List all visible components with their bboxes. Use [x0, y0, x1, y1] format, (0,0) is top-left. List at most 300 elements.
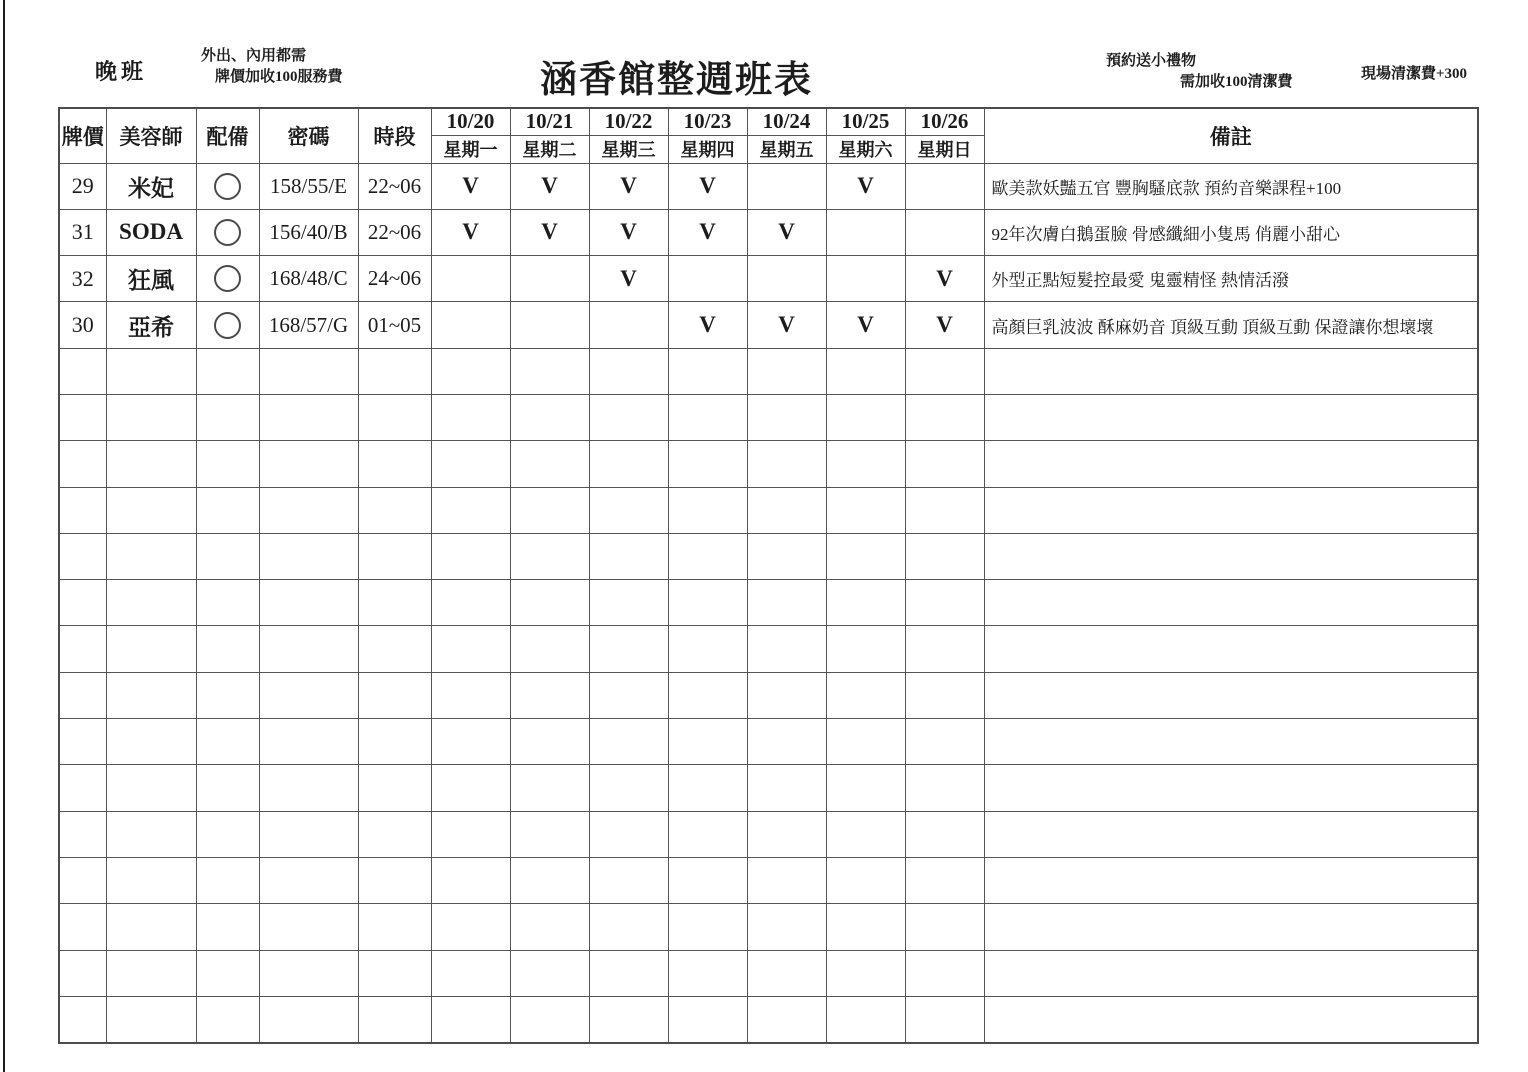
name-cell: SODA — [106, 209, 196, 255]
check-mark-cell: V — [747, 302, 826, 348]
empty-row — [59, 765, 1478, 811]
equipment-cell — [196, 441, 259, 487]
time-cell — [358, 348, 431, 394]
code-cell — [259, 904, 358, 950]
empty-row — [59, 996, 1478, 1042]
schedule-cell — [589, 904, 668, 950]
code-cell — [259, 487, 358, 533]
header-date-fri: 10/24 — [747, 108, 826, 135]
schedule-cell — [826, 811, 905, 857]
schedule-cell — [747, 533, 826, 579]
price-cell: 32 — [59, 256, 106, 302]
check-mark-cell: V — [668, 163, 747, 209]
time-cell: 01~05 — [358, 302, 431, 348]
header-time: 時段 — [358, 108, 431, 163]
schedule-cell — [826, 256, 905, 302]
schedule-cell — [668, 719, 747, 765]
schedule-cell — [747, 672, 826, 718]
schedule-cell — [668, 996, 747, 1042]
check-mark-cell: V — [510, 209, 589, 255]
price-cell — [59, 857, 106, 903]
check-mark-cell: V — [589, 209, 668, 255]
header-weekday-fri: 星期五 — [747, 135, 826, 163]
price-cell — [59, 580, 106, 626]
schedule-cell — [747, 487, 826, 533]
equipment-cell — [196, 811, 259, 857]
code-cell — [259, 441, 358, 487]
name-cell — [106, 672, 196, 718]
schedule-cell — [905, 672, 984, 718]
time-cell — [358, 765, 431, 811]
schedule-cell — [826, 533, 905, 579]
code-cell — [259, 719, 358, 765]
name-cell — [106, 487, 196, 533]
schedule-cell — [510, 719, 589, 765]
name-cell: 亞希 — [106, 302, 196, 348]
remark-cell — [984, 765, 1478, 811]
schedule-cell — [905, 950, 984, 996]
price-cell — [59, 672, 106, 718]
code-cell: 158/55/E — [259, 163, 358, 209]
schedule-cell — [431, 719, 510, 765]
remark-cell: 92年次膚白鵝蛋臉 骨感纖細小隻馬 俏麗小甜心 — [984, 209, 1478, 255]
time-cell — [358, 626, 431, 672]
schedule-cell — [826, 996, 905, 1042]
time-cell — [358, 533, 431, 579]
name-cell — [106, 441, 196, 487]
name-cell — [106, 765, 196, 811]
equipment-cell — [196, 394, 259, 440]
empty-row — [59, 672, 1478, 718]
schedule-cell — [431, 811, 510, 857]
equipment-cell — [196, 302, 259, 348]
empty-row — [59, 719, 1478, 765]
schedule-cell — [668, 765, 747, 811]
code-cell — [259, 857, 358, 903]
table-row — [59, 209, 1478, 255]
schedule-cell — [826, 765, 905, 811]
name-cell: 米妃 — [106, 163, 196, 209]
schedule-cell — [747, 441, 826, 487]
schedule-cell — [905, 163, 984, 209]
time-cell — [358, 857, 431, 903]
schedule-cell — [668, 533, 747, 579]
equipment-circle-icon — [214, 173, 241, 200]
surcharge-note-left-line2: 牌價加收100服務費 — [215, 69, 343, 85]
header-date-wed: 10/22 — [589, 108, 668, 135]
price-cell — [59, 487, 106, 533]
header-code: 密碼 — [259, 108, 358, 163]
schedule-cell — [905, 533, 984, 579]
schedule-cell — [668, 441, 747, 487]
time-cell — [358, 487, 431, 533]
code-cell: 168/57/G — [259, 302, 358, 348]
schedule-cell — [589, 302, 668, 348]
schedule-cell — [668, 857, 747, 903]
equipment-cell — [196, 904, 259, 950]
remark-cell — [984, 719, 1478, 765]
code-cell — [259, 533, 358, 579]
schedule-cell — [431, 487, 510, 533]
schedule-cell — [668, 950, 747, 996]
schedule-cell — [905, 209, 984, 255]
name-cell — [106, 348, 196, 394]
schedule-cell — [510, 857, 589, 903]
schedule-cell — [826, 672, 905, 718]
code-cell: 168/48/C — [259, 256, 358, 302]
schedule-cell — [905, 904, 984, 950]
price-cell — [59, 533, 106, 579]
schedule-cell — [826, 719, 905, 765]
equipment-cell — [196, 765, 259, 811]
time-cell — [358, 580, 431, 626]
schedule-cell — [589, 394, 668, 440]
empty-row — [59, 348, 1478, 394]
schedule-table — [58, 107, 1479, 1044]
name-cell — [106, 996, 196, 1042]
header-weekday-mon: 星期一 — [431, 135, 510, 163]
name-cell — [106, 904, 196, 950]
equipment-circle-icon — [214, 265, 241, 292]
equipment-circle-icon — [214, 312, 241, 339]
gift-note-right-line1: 預約送小禮物 — [1106, 53, 1197, 69]
price-cell — [59, 996, 106, 1042]
onsite-cleaning-fee-note: 現場清潔費+300 — [1361, 66, 1468, 82]
schedule-cell — [826, 441, 905, 487]
schedule-cell — [589, 811, 668, 857]
price-cell: 31 — [59, 209, 106, 255]
surcharge-note-left-line1: 外出、內用都需 — [201, 48, 307, 64]
header-weekday-thu: 星期四 — [668, 135, 747, 163]
schedule-cell — [589, 672, 668, 718]
schedule-cell — [510, 904, 589, 950]
empty-row — [59, 533, 1478, 579]
equipment-cell — [196, 950, 259, 996]
shift-label: 晚班 — [95, 59, 148, 84]
schedule-cell — [826, 950, 905, 996]
schedule-cell — [747, 996, 826, 1042]
schedule-cell — [510, 348, 589, 394]
schedule-cell — [826, 857, 905, 903]
time-cell: 22~06 — [358, 209, 431, 255]
schedule-cell — [905, 996, 984, 1042]
equipment-cell — [196, 533, 259, 579]
scan-edge-line — [3, 0, 5, 1072]
schedule-cell — [431, 441, 510, 487]
gift-note-right — [1106, 51, 1293, 93]
schedule-cell — [668, 580, 747, 626]
schedule-cell — [905, 626, 984, 672]
remark-cell — [984, 811, 1478, 857]
header-beautician: 美容師 — [106, 108, 196, 163]
remark-cell — [984, 394, 1478, 440]
schedule-cell — [905, 811, 984, 857]
schedule-cell — [431, 580, 510, 626]
price-cell — [59, 950, 106, 996]
schedule-cell — [510, 626, 589, 672]
remark-cell: 歐美款妖豔五官 豐胸騷底款 預約音樂課程+100 — [984, 163, 1478, 209]
code-cell — [259, 765, 358, 811]
schedule-cell — [668, 394, 747, 440]
remark-cell — [984, 441, 1478, 487]
remark-cell — [984, 996, 1478, 1042]
equipment-cell — [196, 348, 259, 394]
schedule-cell — [668, 672, 747, 718]
code-cell — [259, 348, 358, 394]
schedule-cell — [510, 487, 589, 533]
remark-cell — [984, 533, 1478, 579]
schedule-cell — [589, 441, 668, 487]
price-cell — [59, 348, 106, 394]
remark-cell — [984, 580, 1478, 626]
schedule-cell — [510, 302, 589, 348]
equipment-cell — [196, 580, 259, 626]
check-mark-cell: V — [668, 209, 747, 255]
schedule-cell — [510, 394, 589, 440]
schedule-cell — [431, 904, 510, 950]
price-cell: 29 — [59, 163, 106, 209]
schedule-cell — [431, 394, 510, 440]
schedule-cell — [510, 533, 589, 579]
equipment-cell — [196, 672, 259, 718]
header-weekday-sat: 星期六 — [826, 135, 905, 163]
check-mark-cell: V — [905, 256, 984, 302]
schedule-cell — [431, 857, 510, 903]
price-cell — [59, 394, 106, 440]
remark-cell — [984, 950, 1478, 996]
schedule-cell — [905, 348, 984, 394]
schedule-cell — [747, 394, 826, 440]
header-equipment: 配備 — [196, 108, 259, 163]
schedule-cell — [905, 719, 984, 765]
equipment-cell — [196, 163, 259, 209]
remark-cell — [984, 487, 1478, 533]
price-cell — [59, 719, 106, 765]
schedule-cell — [589, 950, 668, 996]
schedule-cell — [905, 394, 984, 440]
schedule-cell — [747, 811, 826, 857]
schedule-cell — [589, 765, 668, 811]
schedule-cell — [510, 441, 589, 487]
header-date-sat: 10/25 — [826, 108, 905, 135]
schedule-cell — [747, 950, 826, 996]
schedule-cell — [747, 857, 826, 903]
header-price: 牌價 — [59, 108, 106, 163]
schedule-cell — [431, 950, 510, 996]
schedule-cell — [905, 487, 984, 533]
remark-cell: 高顏巨乳波波 酥麻奶音 頂級互動 頂級互動 保證讓你想壞壞 — [984, 302, 1478, 348]
check-mark-cell: V — [431, 209, 510, 255]
table-row — [59, 163, 1478, 209]
empty-row — [59, 950, 1478, 996]
check-mark-cell: V — [431, 163, 510, 209]
schedule-cell — [747, 904, 826, 950]
remark-cell — [984, 857, 1478, 903]
schedule-cell — [826, 904, 905, 950]
time-cell — [358, 904, 431, 950]
empty-row — [59, 904, 1478, 950]
code-cell — [259, 996, 358, 1042]
schedule-cell — [510, 950, 589, 996]
equipment-cell — [196, 857, 259, 903]
equipment-cell — [196, 719, 259, 765]
empty-row — [59, 580, 1478, 626]
check-mark-cell: V — [510, 163, 589, 209]
header-weekday-tue: 星期二 — [510, 135, 589, 163]
time-cell — [358, 441, 431, 487]
remark-cell: 外型正點短髮控最愛 鬼靈精怪 熱情活潑 — [984, 256, 1478, 302]
table-row — [59, 302, 1478, 348]
time-cell — [358, 950, 431, 996]
price-cell — [59, 765, 106, 811]
schedule-cell — [826, 580, 905, 626]
code-cell — [259, 811, 358, 857]
name-cell — [106, 394, 196, 440]
schedule-cell — [589, 348, 668, 394]
time-cell — [358, 811, 431, 857]
schedule-cell — [905, 441, 984, 487]
remark-cell — [984, 348, 1478, 394]
schedule-cell — [431, 302, 510, 348]
price-cell — [59, 811, 106, 857]
schedule-cell — [826, 626, 905, 672]
remark-cell — [984, 626, 1478, 672]
check-mark-cell: V — [747, 209, 826, 255]
time-cell: 22~06 — [358, 163, 431, 209]
equipment-circle-icon — [214, 219, 241, 246]
schedule-cell — [431, 626, 510, 672]
page-title: 涵香館整週班表 — [540, 60, 813, 101]
price-cell — [59, 626, 106, 672]
schedule-cell — [905, 580, 984, 626]
schedule-cell — [431, 996, 510, 1042]
code-cell — [259, 394, 358, 440]
schedule-cell — [589, 487, 668, 533]
check-mark-cell: V — [589, 163, 668, 209]
check-mark-cell: V — [589, 256, 668, 302]
schedule-cell — [747, 348, 826, 394]
price-cell — [59, 904, 106, 950]
schedule-cell — [431, 672, 510, 718]
code-cell — [259, 626, 358, 672]
schedule-cell — [747, 256, 826, 302]
code-cell — [259, 672, 358, 718]
schedule-cell — [589, 996, 668, 1042]
schedule-cell — [668, 626, 747, 672]
header-weekday-sun: 星期日 — [905, 135, 984, 163]
time-cell — [358, 672, 431, 718]
schedule-cell — [431, 256, 510, 302]
schedule-cell — [905, 765, 984, 811]
empty-row — [59, 487, 1478, 533]
schedule-cell — [747, 719, 826, 765]
schedule-cell — [510, 811, 589, 857]
price-cell — [59, 441, 106, 487]
remark-cell — [984, 672, 1478, 718]
equipment-cell — [196, 626, 259, 672]
schedule-cell — [668, 256, 747, 302]
schedule-cell — [589, 580, 668, 626]
name-cell — [106, 580, 196, 626]
schedule-cell — [589, 719, 668, 765]
schedule-cell — [431, 348, 510, 394]
schedule-cell — [747, 626, 826, 672]
time-cell — [358, 719, 431, 765]
equipment-cell — [196, 996, 259, 1042]
schedule-cell — [668, 348, 747, 394]
schedule-cell — [747, 163, 826, 209]
empty-row — [59, 626, 1478, 672]
schedule-cell — [431, 533, 510, 579]
header-date-thu: 10/23 — [668, 108, 747, 135]
schedule-cell — [431, 765, 510, 811]
price-cell: 30 — [59, 302, 106, 348]
header-weekday-wed: 星期三 — [589, 135, 668, 163]
equipment-cell — [196, 256, 259, 302]
name-cell — [106, 811, 196, 857]
header-date-sun: 10/26 — [905, 108, 984, 135]
time-cell: 24~06 — [358, 256, 431, 302]
code-cell — [259, 950, 358, 996]
surcharge-note-left — [201, 46, 343, 88]
check-mark-cell: V — [826, 302, 905, 348]
code-cell — [259, 580, 358, 626]
schedule-cell — [826, 209, 905, 255]
name-cell — [106, 719, 196, 765]
schedule-cell — [747, 580, 826, 626]
schedule-cell — [589, 626, 668, 672]
remark-cell — [984, 904, 1478, 950]
header-remarks: 備註 — [984, 108, 1478, 163]
table-row — [59, 256, 1478, 302]
header-date-mon: 10/20 — [431, 108, 510, 135]
schedule-cell — [510, 580, 589, 626]
schedule-cell — [668, 904, 747, 950]
name-cell — [106, 857, 196, 903]
schedule-cell — [826, 348, 905, 394]
empty-row — [59, 857, 1478, 903]
schedule-cell — [589, 857, 668, 903]
schedule-cell — [589, 533, 668, 579]
equipment-cell — [196, 487, 259, 533]
schedule-cell — [510, 672, 589, 718]
schedule-cell — [510, 996, 589, 1042]
empty-row — [59, 811, 1478, 857]
code-cell: 156/40/B — [259, 209, 358, 255]
check-mark-cell: V — [668, 302, 747, 348]
name-cell — [106, 533, 196, 579]
schedule-cell — [668, 487, 747, 533]
gift-note-right-line2: 需加收100清潔費 — [1180, 74, 1293, 90]
name-cell — [106, 626, 196, 672]
time-cell — [358, 996, 431, 1042]
schedule-cell — [510, 765, 589, 811]
header-date-tue: 10/21 — [510, 108, 589, 135]
equipment-cell — [196, 209, 259, 255]
empty-row — [59, 394, 1478, 440]
schedule-cell — [826, 487, 905, 533]
time-cell — [358, 394, 431, 440]
name-cell — [106, 950, 196, 996]
check-mark-cell: V — [905, 302, 984, 348]
schedule-cell — [747, 765, 826, 811]
check-mark-cell: V — [826, 163, 905, 209]
schedule-cell — [905, 857, 984, 903]
schedule-table-body — [59, 163, 1478, 1043]
schedule-cell — [826, 394, 905, 440]
schedule-cell — [510, 256, 589, 302]
name-cell: 狂風 — [106, 256, 196, 302]
